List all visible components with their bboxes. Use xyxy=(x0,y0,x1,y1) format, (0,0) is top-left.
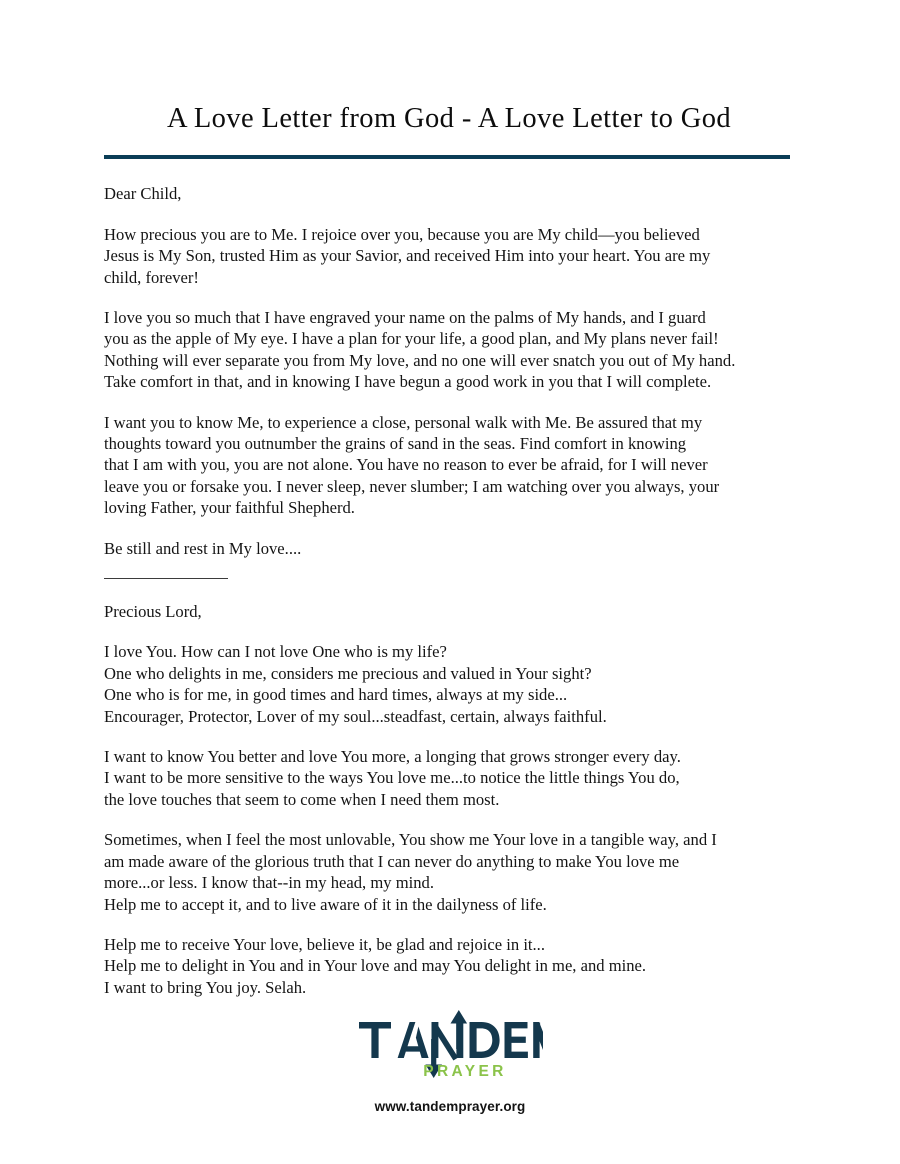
paragraph-sometimes xyxy=(104,829,794,915)
text-line: I want to be more sensitive to the ways You love me...to notice the little things You do, xyxy=(104,768,680,788)
text-line: Help me to accept it, and to live aware of it in the dailyness of life. xyxy=(104,894,547,914)
website-url[interactable]: www.tandemprayer.org xyxy=(374,1099,526,1114)
text-line: I love You. How can I not love One who is my life? xyxy=(104,642,447,662)
text-line: One who delights in me, considers me precious and valued in Your sight? xyxy=(104,663,592,683)
letter-to-god-section xyxy=(104,601,794,998)
paragraph-i-love-you-so-much xyxy=(104,307,794,393)
text-line: Encourager, Protector, Lover of my soul...steadfast, certain, always faithful. xyxy=(104,706,607,726)
paragraph-i-want-you-to-know-me xyxy=(104,412,794,519)
tandem-prayer-logo xyxy=(357,1006,543,1082)
text-line: the love touches that seem to come when I need them most. xyxy=(104,789,500,809)
text-line: leave you or forsake you. I never sleep, never slumber; I am watching over you always, your xyxy=(104,476,720,496)
text-line: child, forever! xyxy=(104,267,199,287)
letter-from-god-section xyxy=(104,159,794,559)
text-line: Sometimes, when I feel the most unlovable, You show me Your love in a tangible way, and I xyxy=(104,830,717,850)
text-line: more...or less. I know that--in my head, my mind. xyxy=(104,873,434,893)
logo-tagline: PRAYER xyxy=(423,1063,507,1080)
salutation-precious-lord: Precious Lord, xyxy=(104,602,202,622)
text-line: Take comfort in that, and in knowing I have begun a good work in you that I will complete. xyxy=(104,372,712,392)
section-divider-rule xyxy=(104,578,228,579)
paragraph-i-want-to-know-you-better xyxy=(104,746,794,810)
text-line: Jesus is My Son, trusted Him as your Savior, and received Him into your heart. You are my xyxy=(104,246,711,266)
text-line: am made aware of the glorious truth that I can never do anything to make You love me xyxy=(104,851,680,871)
text-line: I want to know You better and love You more, a longing that grows stronger every day. xyxy=(104,747,681,767)
text-line: Be still and rest in My love.... xyxy=(104,538,302,558)
salutation-dear-child: Dear Child, xyxy=(104,184,182,204)
text-line: Help me to delight in You and in Your love and may You delight in me, and mine. xyxy=(104,956,647,976)
paragraph-be-still xyxy=(104,538,794,559)
text-line: I love you so much that I have engraved your name on the palms of My hands, and I guard xyxy=(104,307,706,327)
text-line: I want you to know Me, to experience a close, personal walk with Me. Be assured that my xyxy=(104,412,703,432)
page-title: A Love Letter from God - A Love Letter to God xyxy=(166,103,732,134)
trademark-symbol: ™ xyxy=(533,1021,541,1030)
text-line: Nothing will ever separate you from My love, and no one will ever snatch you out of My hand. xyxy=(104,350,736,370)
text-line: I want to bring You joy. Selah. xyxy=(104,977,307,997)
footer-branding xyxy=(0,1006,900,1114)
paragraph-help-me-to-receive xyxy=(104,934,794,998)
text-line: you as the apple of My eye. I have a plan for your life, a good plan, and My plans never fail! xyxy=(104,329,719,349)
text-line: loving Father, your faithful Shepherd. xyxy=(104,498,355,518)
paragraph-i-love-you xyxy=(104,641,794,727)
text-line: thoughts toward you outnumber the grains of sand in the seas. Find comfort in knowing xyxy=(104,434,687,453)
text-line: that I am with you, you are not alone. You have no reason to ever be afraid, for I will never xyxy=(104,455,708,475)
text-line: How precious you are to Me. I rejoice over you, because you are My child—you believed xyxy=(104,224,700,244)
document-content xyxy=(104,0,794,1017)
text-line: One who is for me, in good times and hard times, always at my side... xyxy=(104,685,568,705)
text-line: Help me to receive Your love, believe it, be glad and rejoice in it... xyxy=(104,934,545,954)
paragraph-how-precious xyxy=(104,224,794,288)
